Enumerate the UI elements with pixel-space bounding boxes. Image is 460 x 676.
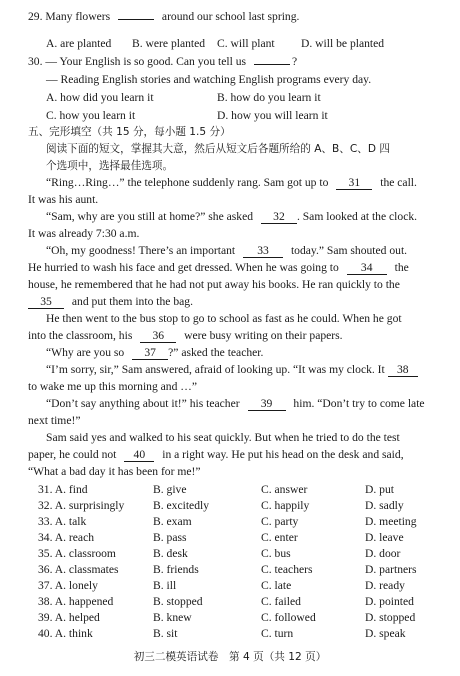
question-30-option-b: B. how do you learn it — [217, 91, 321, 104]
passage-text: “Sam, why are you still at home?” she asked — [46, 210, 254, 223]
passage-line — [28, 260, 409, 276]
passage-text: “Oh, my goodness! There’s an important — [46, 244, 236, 257]
question-38-option-d: D. pointed — [365, 595, 414, 608]
question-36-option-c: C. teachers — [261, 563, 313, 576]
passage-line: “What a bad day it has been for me!” — [28, 465, 201, 478]
question-32-row — [0, 498, 460, 514]
passage-text: paper, he could not — [28, 448, 117, 461]
question-38-option-c: C. failed — [261, 595, 301, 608]
question-34-option-b: B. pass — [153, 531, 187, 544]
section-5-instruction-line-1: 阅读下面的短文，掌握其大意，然后从短文后各题所给的 A、B、C、D 四 — [46, 143, 391, 155]
passage-line — [28, 447, 404, 463]
question-33-option-c: C. party — [261, 515, 299, 528]
question-31-option-a: 31. A. find — [38, 483, 88, 496]
question-32-option-a: 32. A. surprisingly — [38, 499, 125, 512]
question-29-stem — [28, 9, 299, 25]
question-29-option-b: B. were planted — [132, 37, 206, 50]
question-30-options-row-2 — [0, 108, 460, 124]
question-40-option-b: B. sit — [153, 627, 178, 640]
passage-line — [46, 175, 417, 191]
question-36-row — [0, 562, 460, 578]
blank-37: 37 — [132, 346, 168, 360]
question-39-option-a: 39. A. helped — [38, 611, 100, 624]
question-31-option-c: C. answer — [261, 483, 308, 496]
question-39-option-b: B. knew — [153, 611, 192, 624]
question-36-option-b: B. friends — [153, 563, 199, 576]
passage-text: He hurried to wash his face and get dressed. When he was going to — [28, 261, 339, 274]
page-footer: 初三二模英语试卷 第 4 页（共 12 页） — [133, 651, 327, 663]
passage-text: and put them into the bag. — [71, 295, 193, 308]
section-5-heading: 五、完形填空（共 15 分，每小题 1.5 分） — [28, 126, 231, 138]
question-34-row — [0, 530, 460, 546]
passage-text: in a right way. He put his head on the desk and said, — [162, 448, 404, 461]
question-37-row — [0, 578, 460, 594]
question-29-blank — [118, 19, 154, 20]
passage-text: . Sam looked at the clock. — [296, 210, 418, 223]
question-37-option-c: C. late — [261, 579, 292, 592]
passage-text: into the classroom, his — [28, 329, 133, 342]
question-40-option-a: 40. A. think — [38, 627, 93, 640]
question-37-option-d: D. ready — [365, 579, 405, 592]
passage-line — [46, 209, 417, 225]
blank-34: 34 — [347, 261, 387, 275]
passage-text: “Why are you so — [46, 346, 125, 359]
question-31-row — [0, 482, 460, 498]
question-34-option-a: 34. A. reach — [38, 531, 95, 544]
question-35-option-c: C. bus — [261, 547, 291, 560]
passage-line: next time!” — [28, 414, 81, 427]
question-31-option-b: B. give — [153, 483, 187, 496]
passage-text: “I’m sorry, sir,” Sam answered, afraid of looking up. “It was my clock. It — [46, 363, 385, 376]
question-37-option-b: B. ill — [153, 579, 177, 592]
blank-33: 33 — [243, 244, 283, 258]
question-40-row — [0, 626, 460, 642]
question-30-reply: — Reading English stories and watching English programs every day. — [46, 73, 372, 86]
question-38-option-b: B. stopped — [153, 595, 203, 608]
blank-40: 40 — [124, 448, 154, 462]
passage-line — [28, 328, 343, 344]
passage-text: were busy writing on their papers. — [184, 329, 343, 342]
question-30-text-before: 30. — Your English is so good. Can you tell us — [28, 55, 247, 68]
question-33-option-a: 33. A. talk — [38, 515, 87, 528]
passage-line: It was his aunt. — [28, 193, 99, 206]
passage-text: “Don’t say anything about it!” his teacher — [46, 397, 240, 410]
question-40-option-c: C. turn — [261, 627, 294, 640]
question-35-option-b: B. desk — [153, 547, 188, 560]
question-29-text-before: 29. Many flowers — [28, 10, 111, 23]
question-29-text-after: around our school last spring. — [161, 10, 300, 23]
question-32-option-c: C. happily — [261, 499, 310, 512]
passage-line — [28, 294, 193, 310]
question-33-row — [0, 514, 460, 530]
passage-text: him. “Don’t try to come late — [293, 397, 425, 410]
blank-31: 31 — [336, 176, 372, 190]
question-35-option-d: D. door — [365, 547, 401, 560]
passage-line: He then went to the bus stop to go to school as fast as he could. When he got — [46, 312, 402, 325]
question-34-option-c: C. enter — [261, 531, 298, 544]
question-33-option-d: D. meeting — [365, 515, 417, 528]
passage-line: house, he remembered that he had not put away his books. He ran quickly to the — [28, 278, 400, 291]
section-5-instruction-line-2: 个选项中，选择最佳选项。 — [46, 160, 174, 172]
question-30-options-row-1 — [0, 90, 460, 106]
blank-36: 36 — [140, 329, 176, 343]
question-29-options — [0, 36, 460, 52]
blank-38: 38 — [388, 363, 418, 377]
question-31-option-d: D. put — [365, 483, 394, 496]
passage-line: to wake me up this morning and …” — [28, 380, 198, 393]
blank-32: 32 — [261, 210, 297, 224]
blank-39: 39 — [248, 397, 286, 411]
passage-text: “Ring…Ring…” the telephone suddenly rang. Sam got up to — [46, 176, 329, 189]
passage-text: today.” Sam shouted out. — [290, 244, 408, 257]
passage-line — [46, 243, 407, 259]
question-32-option-b: B. excitedly — [153, 499, 210, 512]
question-30-option-a: A. how did you learn it — [46, 91, 154, 104]
question-35-option-a: 35. A. classroom — [38, 547, 116, 560]
passage-text: the — [394, 261, 409, 274]
question-29-option-a: A. are planted — [46, 37, 112, 50]
passage-text: ?” asked the teacher. — [168, 346, 264, 359]
passage-text: the call. — [380, 176, 417, 189]
passage-line — [46, 362, 418, 378]
question-38-option-a: 38. A. happened — [38, 595, 114, 608]
question-39-row — [0, 610, 460, 626]
question-33-option-b: B. exam — [153, 515, 192, 528]
blank-35: 35 — [28, 295, 64, 309]
question-35-row — [0, 546, 460, 562]
passage-line — [46, 345, 263, 361]
passage-line: Sam said yes and walked to his seat quickly. But when he tried to do the test — [46, 431, 400, 444]
question-30-option-d: D. how you will learn it — [217, 109, 328, 122]
question-34-option-d: D. leave — [365, 531, 404, 544]
question-29-option-c: C. will plant — [217, 37, 275, 50]
question-36-option-d: D. partners — [365, 563, 417, 576]
passage-line: It was already 7:30 a.m. — [28, 227, 140, 240]
question-30-option-c: C. how you learn it — [46, 109, 136, 122]
question-37-option-a: 37. A. lonely — [38, 579, 98, 592]
question-29-option-d: D. will be planted — [301, 37, 385, 50]
question-38-row — [0, 594, 460, 610]
question-39-option-c: C. followed — [261, 611, 316, 624]
question-36-option-a: 36. A. classmates — [38, 563, 119, 576]
question-30-stem — [28, 54, 297, 70]
question-39-option-d: D. stopped — [365, 611, 416, 624]
question-32-option-d: D. sadly — [365, 499, 404, 512]
question-30-text-after: ? — [291, 55, 298, 68]
question-40-option-d: D. speak — [365, 627, 406, 640]
question-30-blank — [254, 64, 290, 65]
passage-line — [46, 396, 425, 412]
